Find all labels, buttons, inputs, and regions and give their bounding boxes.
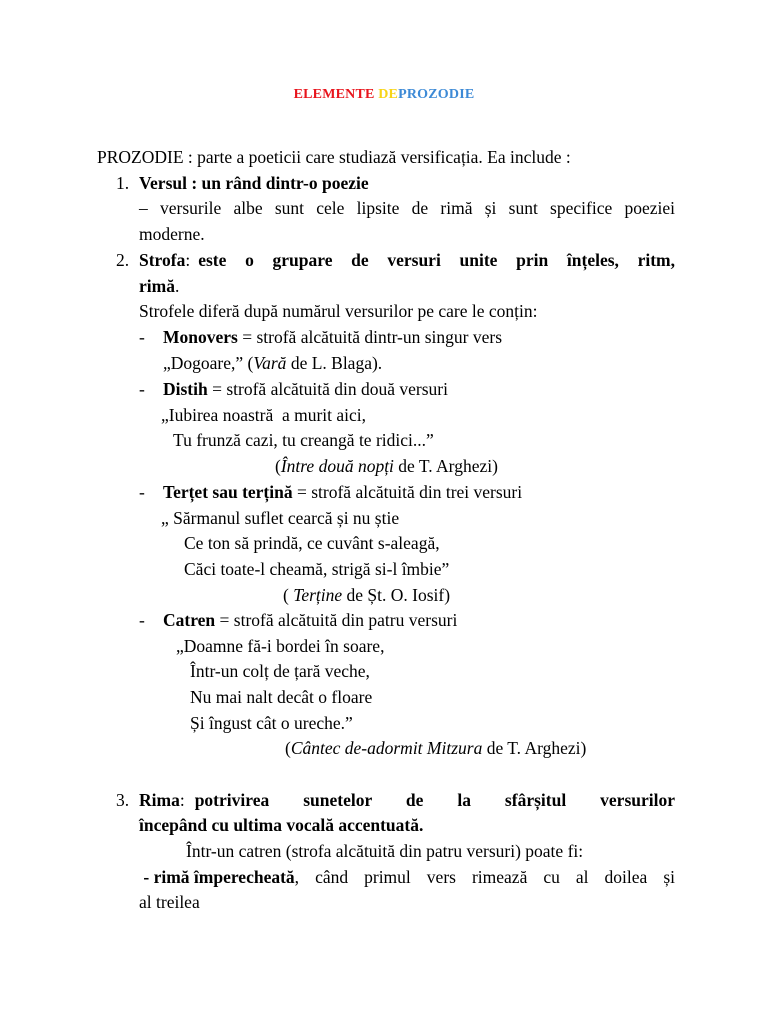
distih-verse2: Tu frunză cazi, tu creangă te ridici...” [173,430,434,450]
catren-verse4: Și îngust cât o ureche.” [190,713,353,733]
item2-def-line2 [139,278,179,296]
item1-line1-text: – versurile albe sunt cele lipsite de rimă și sunt specifice poeziei [139,198,675,218]
catren-def: = strofă alcătuită din patru versuri [215,610,458,630]
monovers-ex-a: „Dogoare,” ( [163,353,254,373]
item2-number: 2. [116,250,130,270]
monovers-dash: - [139,327,145,347]
distih-src-a: ( [275,456,281,476]
rima-line2: al treilea [139,892,200,912]
catren-src-b: de T. Arghezi) [482,738,587,758]
distih-def: = strofă alcătuită din două versuri [207,379,448,399]
tertet-src-title: Terține [293,585,343,605]
distih-source [275,458,498,476]
item3-intro: Într-un catren (strofa alcătuită din patru versuri) poate fi: [186,841,584,861]
monovers-example [163,355,382,373]
distih-term: Distih [163,379,208,399]
tertet-dash: - [139,482,145,502]
title-word-2: DE [378,87,399,102]
catren-verse2: Într-un colț de țară veche, [190,661,370,681]
monovers-def: = strofă alcătuită dintr-un singur vers [237,327,503,347]
rima-def: , când primul vers rimează cu al doilea și [294,867,675,887]
item2-heading-line [139,252,675,270]
item2-sep: : [185,250,191,270]
distih-src-b: de T. Arghezi) [393,456,498,476]
monovers-term: Monovers [163,327,238,347]
title-word-1: ELEMENTE [293,87,375,102]
item2-term: Strofa [139,250,186,270]
item3-def-line1: potrivirea sunetelor de la sfârșitul versurilor [194,790,675,810]
catren-dash: - [139,610,145,630]
distih-verse1: „Iubirea noastră a murit aici, [161,405,367,425]
item2-intro: Strofele diferă după numărul versurilor pe care le conțin: [139,301,538,321]
tertet-src-b: de Șt. O. Iosif) [342,585,451,605]
title-word-3: PROZODIE [398,87,475,102]
tertet-source [283,587,450,605]
tertet-verse3: Căci toate-l cheamă, strigă si-l îmbie” [184,559,450,579]
tertet-term: Terțet sau terțină [163,482,293,502]
item1-line2: moderne. [139,224,205,244]
catren-verse3: Nu mai nalt decât o floare [190,687,373,707]
item3-term: Rima [139,790,180,810]
catren-source [285,740,586,758]
page-title [0,88,768,102]
item2-def-end: . [174,276,180,296]
rima-term: - rimă împerecheată [139,867,295,887]
item2-def-line1: este o grupare de versuri unite prin înțeles, ritm, [198,250,675,270]
tertet-src-a: ( [283,585,294,605]
tertet-def: = strofă alcătuită din trei versuri [292,482,523,502]
catren-src-a: ( [285,738,291,758]
monovers-ex-b: de L. Blaga). [286,353,383,373]
distih-src-title: Între două nopți [280,456,394,476]
intro-text: PROZODIE : parte a poeticii care studiază versificația. Ea include : [97,147,571,167]
monovers-line [163,329,502,347]
tertet-verse2: Ce ton să prindă, ce cuvânt s-aleagă, [184,533,440,553]
item3-heading-line [139,792,675,810]
item1-line1 [139,200,675,218]
catren-line [163,612,457,630]
item2-def-line2-text: rimă [139,276,175,296]
monovers-ex-title: Vară [253,353,287,373]
item1-heading: Versul : un rând dintr-o poezie [139,173,369,193]
tertet-line [163,484,522,502]
item3-def-line2: începând cu ultima vocală accentuată. [139,815,424,835]
catren-verse1: „Doamne fă-i bordei în soare, [176,636,385,656]
item1-number: 1. [116,173,130,193]
rima-line1 [139,869,675,887]
item3-sep: : [179,790,185,810]
tertet-verse1: „ Sărmanul suflet cearcă și nu știe [161,508,400,528]
distih-line [163,381,448,399]
item3-number: 3. [116,790,130,810]
catren-src-title: Cântec de-adormit Mitzura [290,738,483,758]
catren-term: Catren [163,610,216,630]
distih-dash: - [139,379,145,399]
